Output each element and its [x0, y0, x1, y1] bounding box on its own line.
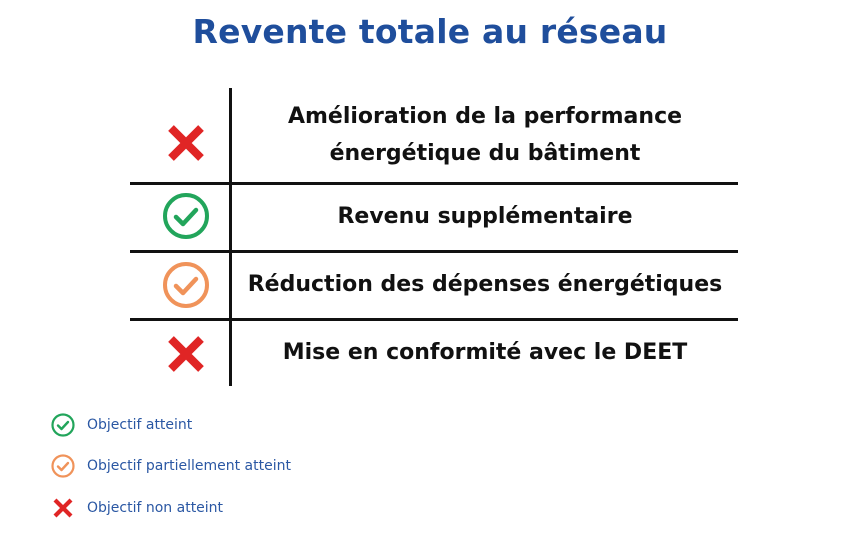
legend-label: Objectif atteint: [87, 417, 193, 433]
cross-icon: [50, 495, 76, 521]
cross-icon: [161, 118, 211, 168]
page-title: Revente totale au réseau: [192, 12, 668, 51]
table-row-divider: [130, 318, 738, 321]
legend-item: [50, 412, 192, 438]
legend-label: Objectif non atteint: [87, 500, 224, 516]
cross-icon: [161, 329, 211, 379]
row-label: Mise en conformité avec le DEET: [282, 340, 688, 365]
table-vertical-divider: [229, 88, 232, 386]
check-circle-icon: [161, 191, 211, 241]
table-row-divider: [130, 182, 738, 185]
row-label: Réduction des dépenses énergétiques: [247, 272, 723, 297]
table-row-divider: [130, 250, 738, 253]
legend-label: Objectif partiellement atteint: [87, 458, 291, 474]
check-circle-icon: [50, 412, 76, 438]
row-label: Revenu supplémentaire: [337, 204, 633, 229]
check-circle-icon: [161, 260, 211, 310]
legend-item: [50, 495, 223, 521]
check-circle-icon: [50, 453, 76, 479]
legend-item: [50, 453, 291, 479]
row-label-line: Amélioration de la performance: [287, 104, 683, 129]
row-label: [240, 98, 730, 172]
row-label-line: énergétique du bâtiment: [329, 141, 641, 166]
